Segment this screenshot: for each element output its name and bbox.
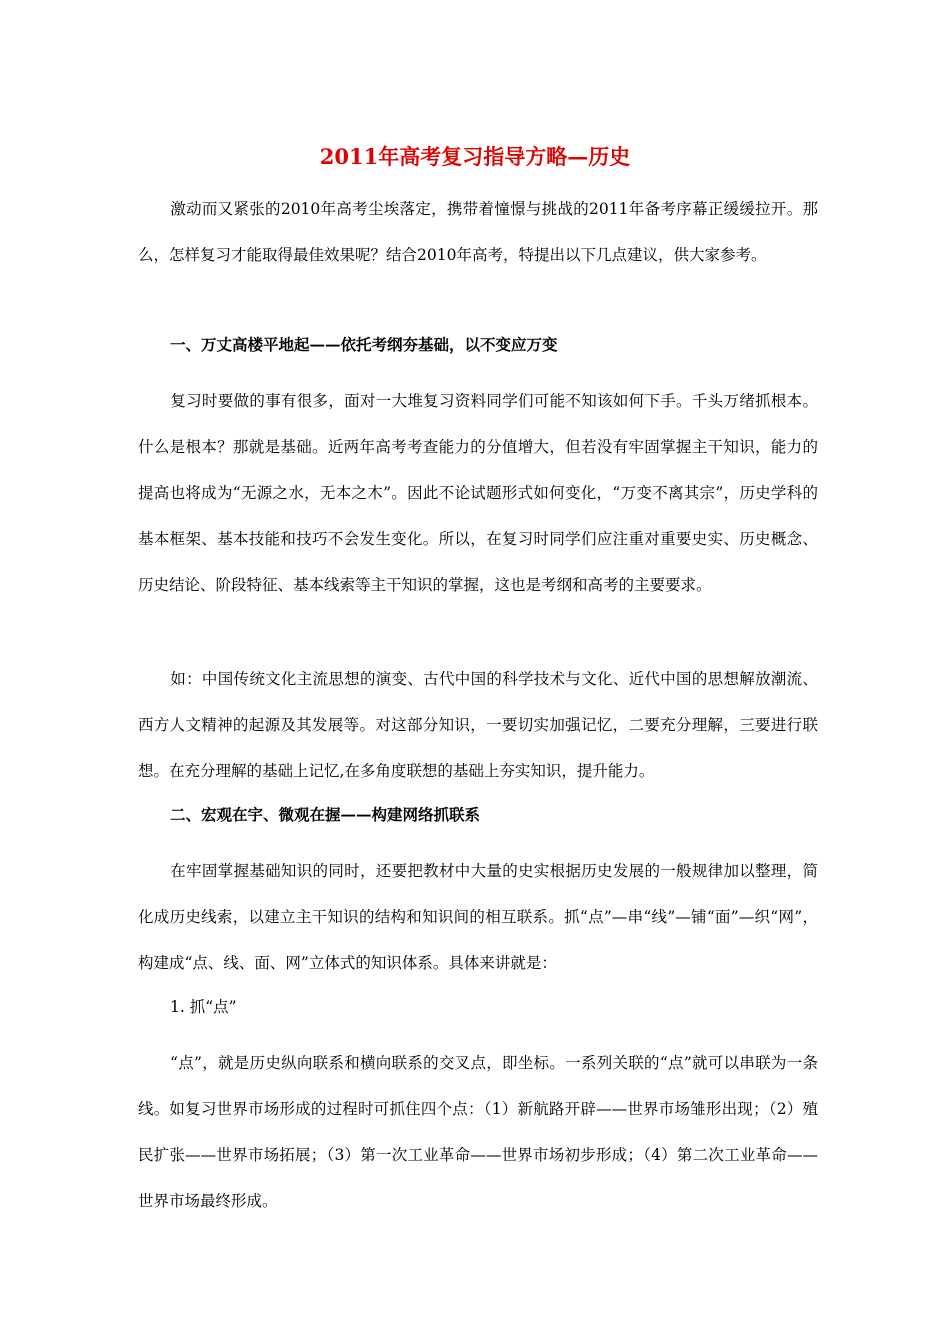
section-1-paragraph-1 — [138, 378, 818, 608]
intro-paragraph — [138, 186, 818, 278]
section-1-paragraph-1-text: 复习时要做的事有很多，面对一大堆复习资料同学们可能不知该如何下手。千头万绪抓根本。什么是根本？那就是基础。近两年高考考查能力的分值增大，但若没有牢固掌握主干知识，能力的提高也将成为“无源之水，无本之木”。因此不论试题形式如何变化，“万变不离其宗”，历史学科的基本框架、基本技能和技巧不会发生变化。所以，在复习时同学们应注重对重要史实、历史概念、历史结论、阶段特征、基本线索等主干知识的掌握，这也是考纲和高考的主要要求。 — [138, 392, 818, 594]
list-item-1-paragraph-text: “点”，就是历史纵向联系和横向联系的交叉点，即坐标。一系列关联的“点”就可以串联为一条线。如复习世界市场形成的过程时可抓住四个点：（1）新航路开辟——世界市场雏形出现；（2）殖民扩张——世界市场拓展；（3）第一次工业革命——世界市场初步形成；（4）第二次工业革命——世界市场最终形成。 — [138, 1054, 818, 1210]
document-title: 2011年高考复习指导方略—历史 — [319, 144, 631, 169]
section-1-paragraph-2-text: 如：中国传统文化主流思想的演变、古代中国的科学技术与文化、近代中国的思想解放潮流、西方人文精神的起源及其发展等。对这部分知识，一要切实加强记忆，二要充分理解，三要进行联想。在充分理解的基础上记忆,在多角度联想的基础上夯实知识，提升能力。 — [138, 670, 818, 780]
section-2-heading: 二、宏观在宇、微观在握——构建网络抓联系 — [170, 805, 481, 824]
section-1-paragraph-2 — [138, 656, 818, 794]
section-1-heading: 一、万丈高楼平地起——依托考纲夯基础，以不变应万变 — [170, 335, 558, 354]
intro-text: 激动而又紧张的2010年高考尘埃落定，携带着憧憬与挑战的2011年备考序幕正缓缓拉开。那么，怎样复习才能取得最佳效果呢？结合2010年高考，特提出以下几点建议，供大家参考。 — [138, 200, 818, 264]
list-item-1-paragraph — [138, 1040, 818, 1224]
list-item-1-label: 1. 抓“点” — [170, 998, 237, 1016]
section-2-paragraph-1 — [138, 848, 818, 986]
section-2-paragraph-1-text: 在牢固掌握基础知识的同时，还要把教材中大量的史实根据历史发展的一般规律加以整理，简化成历史线索，以建立主干知识的结构和知识间的相互联系。抓“点”—串“线”—铺“面”—织“网”，构建成“点、线、面、网”立体式的知识体系。具体来讲就是： — [138, 862, 818, 972]
